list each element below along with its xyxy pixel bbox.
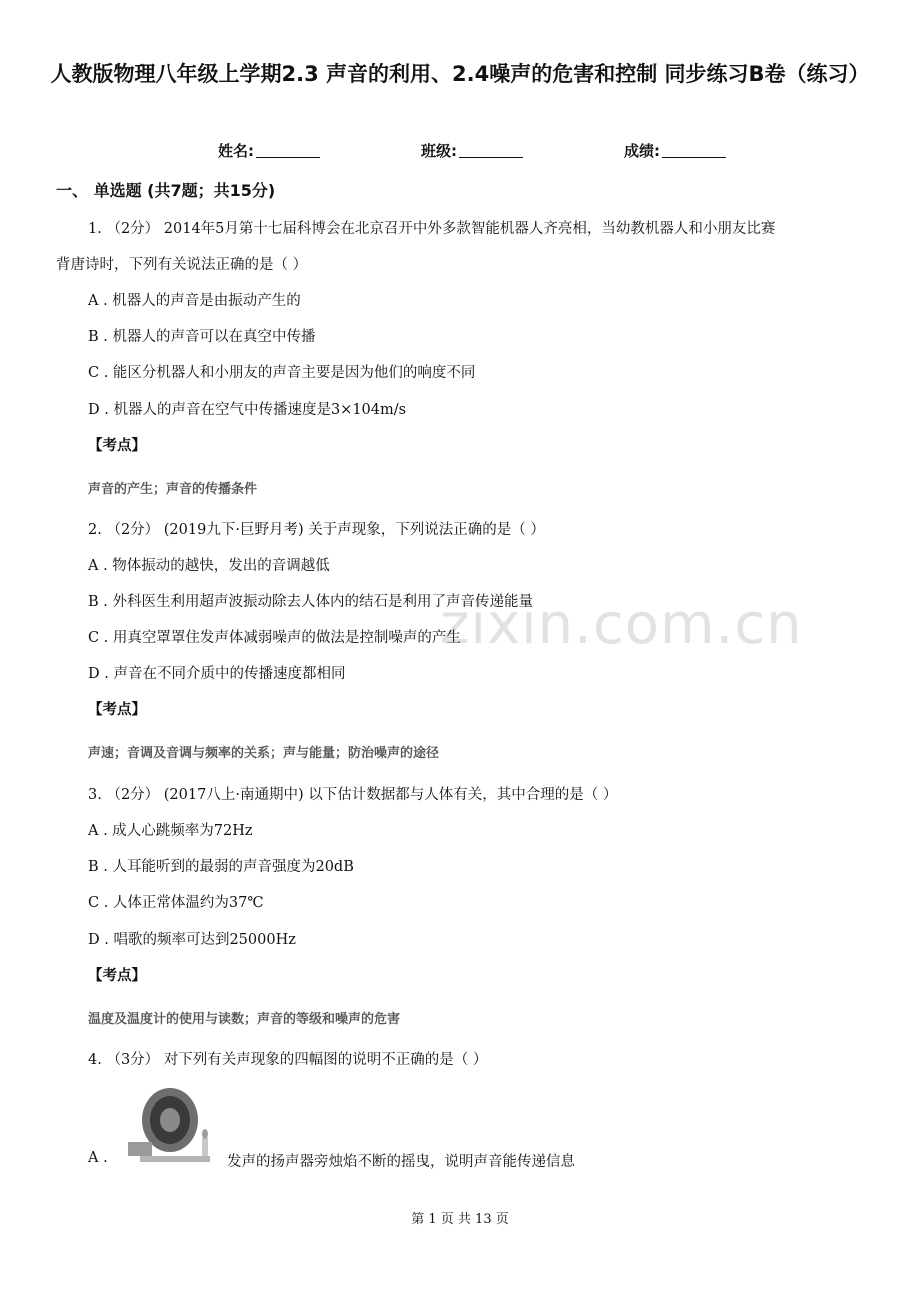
question-2-option-b[interactable]: B . 外科医生利用超声波振动除去人体内的结石是利用了声音传递能量 xyxy=(88,594,533,610)
score-label: 成绩: xyxy=(624,142,660,160)
question-3-stem: 3. （2分） (2017八上·南通期中) 以下估计数据都与人体有关，其中合理的是（ ） xyxy=(88,787,618,803)
question-4-stem: 4. （3分） 对下列有关声现象的四幅图的说明不正确的是（ ） xyxy=(88,1052,488,1068)
question-2-stem: 2. （2分） (2019九下·巨野月考) 关于声现象，下列说法正确的是（ ） xyxy=(88,522,545,538)
question-1-kaodian-label: 【考点】 xyxy=(88,438,146,454)
name-field[interactable] xyxy=(218,140,320,161)
question-1-stem: 1. （2分） 2014年5月第十七届科博会在北京召开中外多款智能机器人齐亮相，当幼教机器人和小朋友比赛 xyxy=(88,221,776,237)
question-1-option-d[interactable]: D . 机器人的声音在空气中传播速度是3×104m/s xyxy=(88,402,407,418)
question-1-tag: 声音的产生；声音的传播条件 xyxy=(88,482,258,497)
page-footer: 第 1 页 共 13 页 xyxy=(411,1212,509,1227)
score-blank xyxy=(662,141,726,158)
name-blank xyxy=(256,141,320,158)
speaker-candle-image xyxy=(120,1080,230,1170)
question-3-option-a[interactable]: A . 成人心跳频率为72Hz xyxy=(88,823,253,839)
question-4-option-a-prefix[interactable]: A . xyxy=(88,1150,108,1166)
section-title: 一、 单选题 (共7题；共15分) xyxy=(56,181,276,200)
question-1-option-a[interactable]: A . 机器人的声音是由振动产生的 xyxy=(88,293,301,309)
question-3-tag: 温度及温度计的使用与读数；声音的等级和噪声的危害 xyxy=(88,1012,401,1027)
class-field[interactable] xyxy=(421,140,523,161)
question-3-option-c[interactable]: C . 人体正常体温约为37℃ xyxy=(88,895,264,911)
name-label: 姓名: xyxy=(218,142,254,160)
question-2-option-c[interactable]: C . 用真空罩罩住发声体减弱噪声的做法是控制噪声的产生 xyxy=(88,630,461,646)
page-title: 人教版物理八年级上学期2.3 声音的利用、2.4噪声的危害和控制 同步练习B卷（练习） xyxy=(50,62,870,86)
score-field[interactable] xyxy=(624,140,726,161)
question-2-kaodian-label: 【考点】 xyxy=(88,702,146,718)
class-label: 班级: xyxy=(421,142,457,160)
question-1-stem-cont: 背唐诗时，下列有关说法正确的是（ ） xyxy=(56,257,308,273)
question-1-option-b[interactable]: B . 机器人的声音可以在真空中传播 xyxy=(88,329,316,345)
question-3-option-d[interactable]: D . 唱歌的频率可达到25000Hz xyxy=(88,932,296,948)
question-2-tag: 声速；音调及音调与频率的关系；声与能量；防治噪声的途径 xyxy=(88,746,440,761)
watermark: zixin.com.cn xyxy=(440,592,803,657)
question-4-option-a-text[interactable]: 发声的扬声器旁烛焰不断的摇曳，说明声音能传递信息 xyxy=(227,1154,575,1170)
class-blank xyxy=(459,141,523,158)
question-3-kaodian-label: 【考点】 xyxy=(88,968,146,984)
question-3-option-b[interactable]: B . 人耳能听到的最弱的声音强度为20dB xyxy=(88,859,354,875)
question-2-option-d[interactable]: D . 声音在不同介质中的传播速度都相同 xyxy=(88,666,346,682)
student-info-row xyxy=(0,140,920,164)
question-1-option-c[interactable]: C . 能区分机器人和小朋友的声音主要是因为他们的响度不同 xyxy=(88,365,476,381)
question-2-option-a[interactable]: A . 物体振动的越快，发出的音调越低 xyxy=(88,558,330,574)
